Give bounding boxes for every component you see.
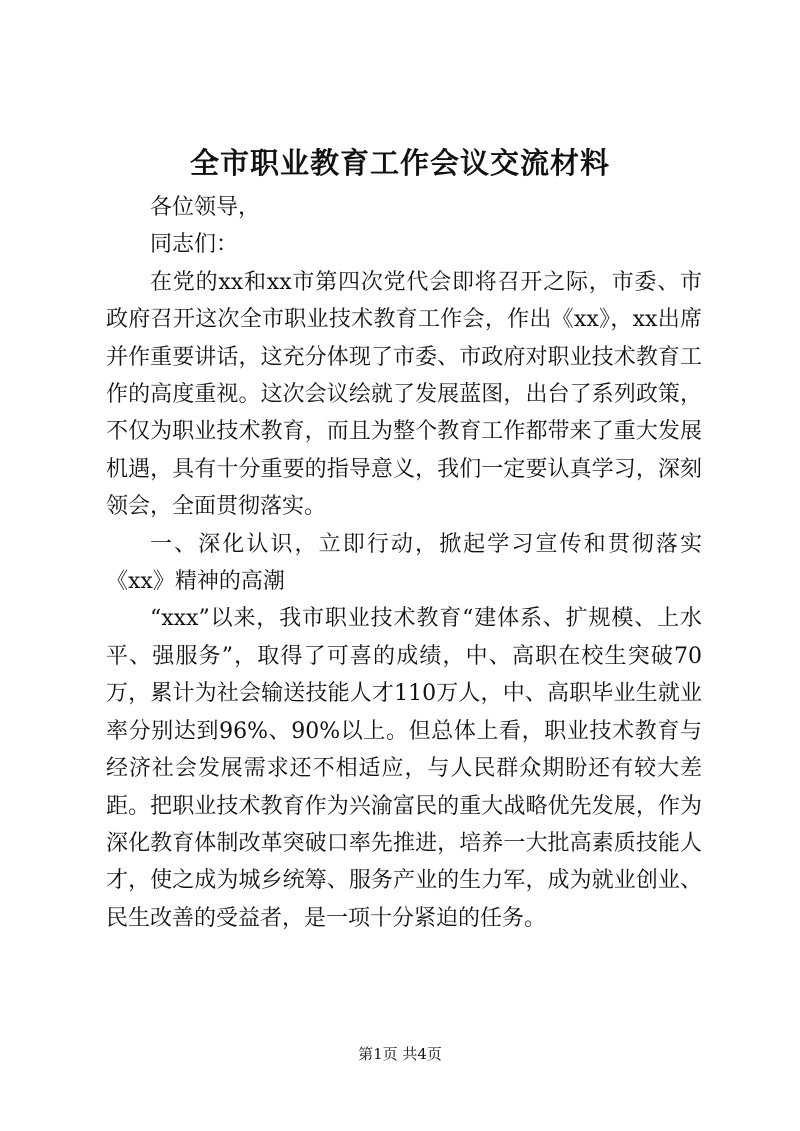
salutation-leaders: 各位领导， [150,195,261,220]
page-number-footer: 第1页 共4页 [358,1045,442,1063]
salutation-comrades: 同志们： [150,232,239,258]
intro-paragraph: 在党的xx和xx市第四次党代会即将召开之际，市委、市政府召开这次全市职业技术教育工作会，作出《xx》，xx出席并作重要讲话，这充分体现了市委、市政府对职业技术教育工作的高度重视。这次会议绘就了发展蓝图，出台了系列政策，不仅为职业技术教育，而且为整个教育工作都带来了重大发展机遇，具有十分重要的指导意义，我们一定要认真学习，深刻领会，全面贯彻落实。 [106,269,702,520]
document-body [106,189,702,937]
body-paragraph: “xxx”以来，我市职业技术教育“建体系、扩规模、上水平、强服务”，取得了可喜的成绩，中、高职在校生突破70万，累计为社会输送技能人才110万人，中、高职毕业生就业率分别达到96%、90%以上。但总体上看，职业技术教育与经济社会发展需求还不相适应，与人民群众期盼还有较大差距。把职业技术教育作为兴渝富民的重大战略优先发展，作为深化教育体制改革突破口率先推进，培养一大批高素质技能人才，使之成为城乡统筹、服务产业的生力军，成为就业创业、民生改善的受益者，是一项十分紧迫的任务。 [106,606,702,931]
document-title: 全市职业教育工作会议交流材料 [189,146,610,180]
section-heading-one: 一、深化认识，立即行动，掀起学习宣传和贯彻落实《xx》精神的高潮 [106,531,702,595]
